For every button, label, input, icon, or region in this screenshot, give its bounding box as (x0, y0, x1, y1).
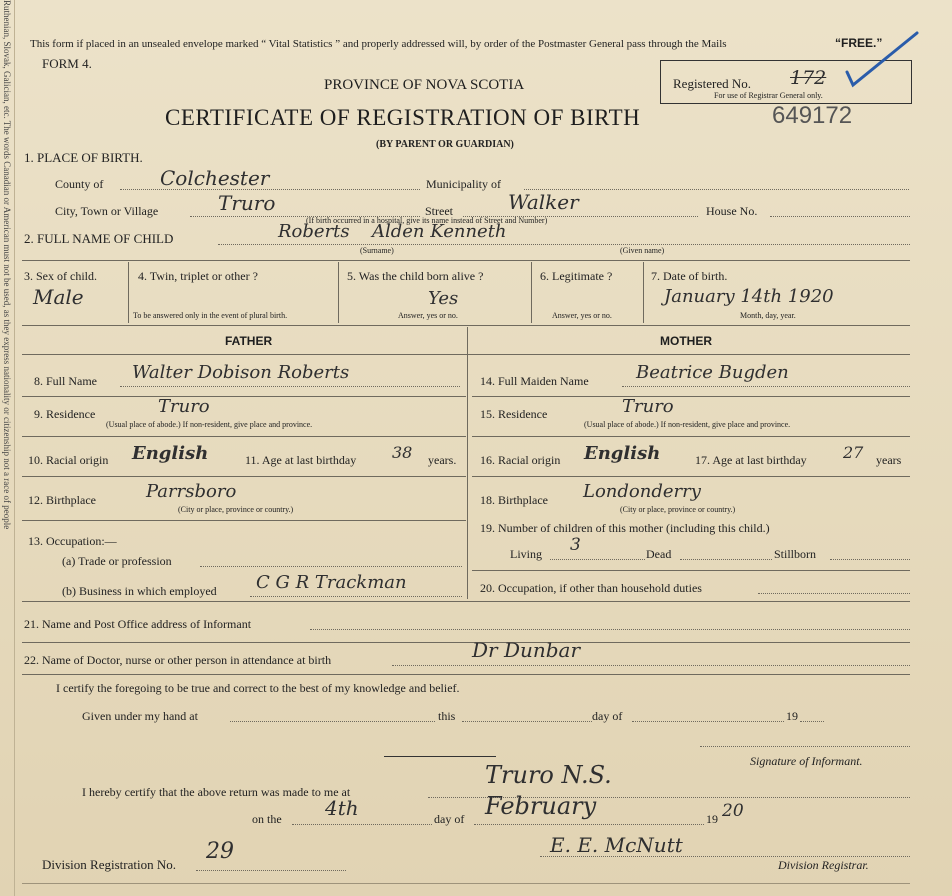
living-label: Living (510, 547, 542, 561)
mother-name-value: Beatrice Bugden (636, 362, 789, 383)
born-alive-label: 5. Was the child born alive ? (347, 269, 484, 283)
child-given-names: Alden Kenneth (372, 221, 507, 242)
street-value: Walker (508, 190, 579, 214)
trade-label: (a) Trade or profession (62, 554, 172, 568)
registered-no-label: Registered No. (673, 76, 751, 91)
registrar-certify-text: I hereby certify that the above return was made to me at (82, 785, 351, 799)
father-name-label: 8. Full Name (34, 374, 97, 388)
registered-no-value: 172 (790, 67, 827, 89)
mother-racial-label: 16. Racial origin (480, 453, 561, 467)
legitimate-note: Answer, yes or no. (552, 311, 612, 320)
mother-name-label: 14. Full Maiden Name (480, 374, 589, 388)
living-value: 3 (570, 535, 581, 555)
division-registration-value: 29 (206, 839, 234, 864)
informant-address-label: 21. Name and Post Office address of Informant (24, 617, 252, 631)
division-registrar-label: Division Registrar. (778, 858, 869, 872)
born-alive-note: Answer, yes or no. (398, 311, 458, 320)
place-of-birth-heading: 1. PLACE OF BIRTH. (24, 150, 143, 165)
twin-note: To be answered only in the event of plural birth. (133, 311, 288, 320)
mother-residence-label: 15. Residence (480, 407, 548, 421)
house-no-label: House No. (706, 204, 758, 218)
side-margin-text: Ruthenian, Slovak, Galician, etc. The words Canadian or American must not be used, as they express nationality or citizenship not a race of people (2, 0, 12, 530)
city-label: City, Town or Village (55, 204, 159, 218)
mother-occupation-label: 20. Occupation, if other than household duties (480, 581, 702, 595)
county-label: County of (55, 177, 104, 191)
registrar-general-note: For use of Registrar General only. (714, 91, 823, 100)
registrar-signature: E. E. McNutt (550, 833, 683, 857)
date-of-birth-label: 7. Date of birth. (651, 269, 728, 283)
father-birthplace-label: 12. Birthplace (28, 493, 96, 507)
check-mark-icon (843, 30, 921, 88)
side-margin (0, 0, 14, 896)
born-alive-value: Yes (428, 288, 459, 309)
mother-racial-value: English (584, 443, 661, 464)
certificate-number: 649172 (772, 102, 853, 129)
mother-residence-note: (Usual place of abode.) If non-resident, give place and province. (584, 420, 791, 429)
father-racial-label: 10. Racial origin (28, 453, 109, 467)
father-years-label: years. (428, 453, 457, 467)
day-of-label: day of (592, 709, 623, 723)
occupation-label: 13. Occupation:— (28, 534, 117, 548)
mother-heading: MOTHER (660, 334, 712, 348)
mother-age-value: 27 (843, 443, 864, 462)
informant-signature-label: Signature of Informant. (750, 754, 863, 768)
hospital-note: (If birth occurred in a hospital, give its name instead of Street and Number) (306, 216, 548, 225)
twin-label: 4. Twin, triplet or other ? (138, 269, 258, 283)
business-label: (b) Business in which employed (62, 584, 217, 598)
mother-age-label: 17. Age at last birthday (695, 453, 807, 467)
father-racial-value: English (132, 443, 209, 464)
postal-free: “FREE.” (835, 36, 883, 50)
on-the-label: on the (252, 812, 282, 826)
given-under-label: Given under my hand at (82, 709, 198, 723)
division-registration-label: Division Registration No. (42, 857, 176, 872)
registrar-year-prefix: 19 (706, 812, 718, 826)
registration-day-value: 4th (325, 796, 359, 820)
father-residence-label: 9. Residence (34, 407, 96, 421)
father-residence-note: (Usual place of abode.) If non-resident, give place and province. (106, 420, 313, 429)
date-of-birth-value: January 14th 1920 (664, 286, 834, 307)
father-age-value: 38 (392, 443, 413, 462)
postal-notice: This form if placed in an unsealed envelope marked “ Vital Statistics ” and properly addressed will, by order of the Postmaster General pass through the Mails (30, 38, 727, 50)
father-residence-value: Truro (158, 396, 210, 417)
city-value: Truro (218, 191, 276, 215)
father-heading: FATHER (225, 334, 273, 348)
registrar-day-of-label: day of (434, 812, 465, 826)
page-subtitle: (BY PARENT OR GUARDIAN) (376, 139, 514, 150)
municipality-label: Municipality of (426, 177, 501, 191)
page-title: CERTIFICATE OF REGISTRATION OF BIRTH (165, 105, 641, 130)
dead-label: Dead (646, 547, 672, 561)
surname-caption: (Surname) (360, 246, 394, 255)
father-birthplace-note: (City or place, province or country.) (178, 505, 294, 514)
this-label: this (438, 709, 456, 723)
county-value: Colchester (160, 166, 270, 190)
doctor-label: 22. Name of Doctor, nurse or other person in attendance at birth (24, 653, 332, 667)
mother-birthplace-value: Londonderry (583, 481, 701, 502)
informant-year-prefix: 19 (786, 709, 798, 723)
registration-place-value: Truro N.S. (485, 761, 612, 789)
mother-birthplace-note: (City or place, province or country.) (620, 505, 736, 514)
given-name-caption: (Given name) (620, 246, 665, 255)
sex-label: 3. Sex of child. (24, 269, 97, 283)
registration-year-value: 20 (722, 801, 744, 821)
registration-month-value: February (485, 792, 597, 820)
province-title: PROVINCE OF NOVA SCOTIA (324, 77, 525, 93)
mother-residence-value: Truro (622, 396, 674, 417)
form-number: FORM 4. (42, 56, 92, 71)
legitimate-label: 6. Legitimate ? (540, 269, 613, 283)
date-of-birth-note: Month, day, year. (740, 311, 796, 320)
business-value: C G R Trackman (256, 572, 407, 593)
father-name-value: Walter Dobison Roberts (132, 362, 350, 383)
father-birthplace-value: Parrsboro (146, 481, 237, 502)
mother-birthplace-label: 18. Birthplace (480, 493, 548, 507)
street-label: Street (425, 204, 453, 218)
sex-value: Male (33, 285, 84, 309)
child-surname: Roberts (278, 221, 350, 242)
child-name-label: 2. FULL NAME OF CHILD (24, 231, 174, 246)
certify-text: I certify the foregoing to be true and correct to the best of my knowledge and belief. (56, 681, 460, 695)
mother-years-label: years (876, 453, 902, 467)
doctor-value: Dr Dunbar (472, 638, 581, 662)
children-count-label: 19. Number of children of this mother (including this child.) (480, 521, 770, 535)
stillborn-label: Stillborn (774, 547, 817, 561)
father-age-label: 11. Age at last birthday (245, 453, 357, 467)
